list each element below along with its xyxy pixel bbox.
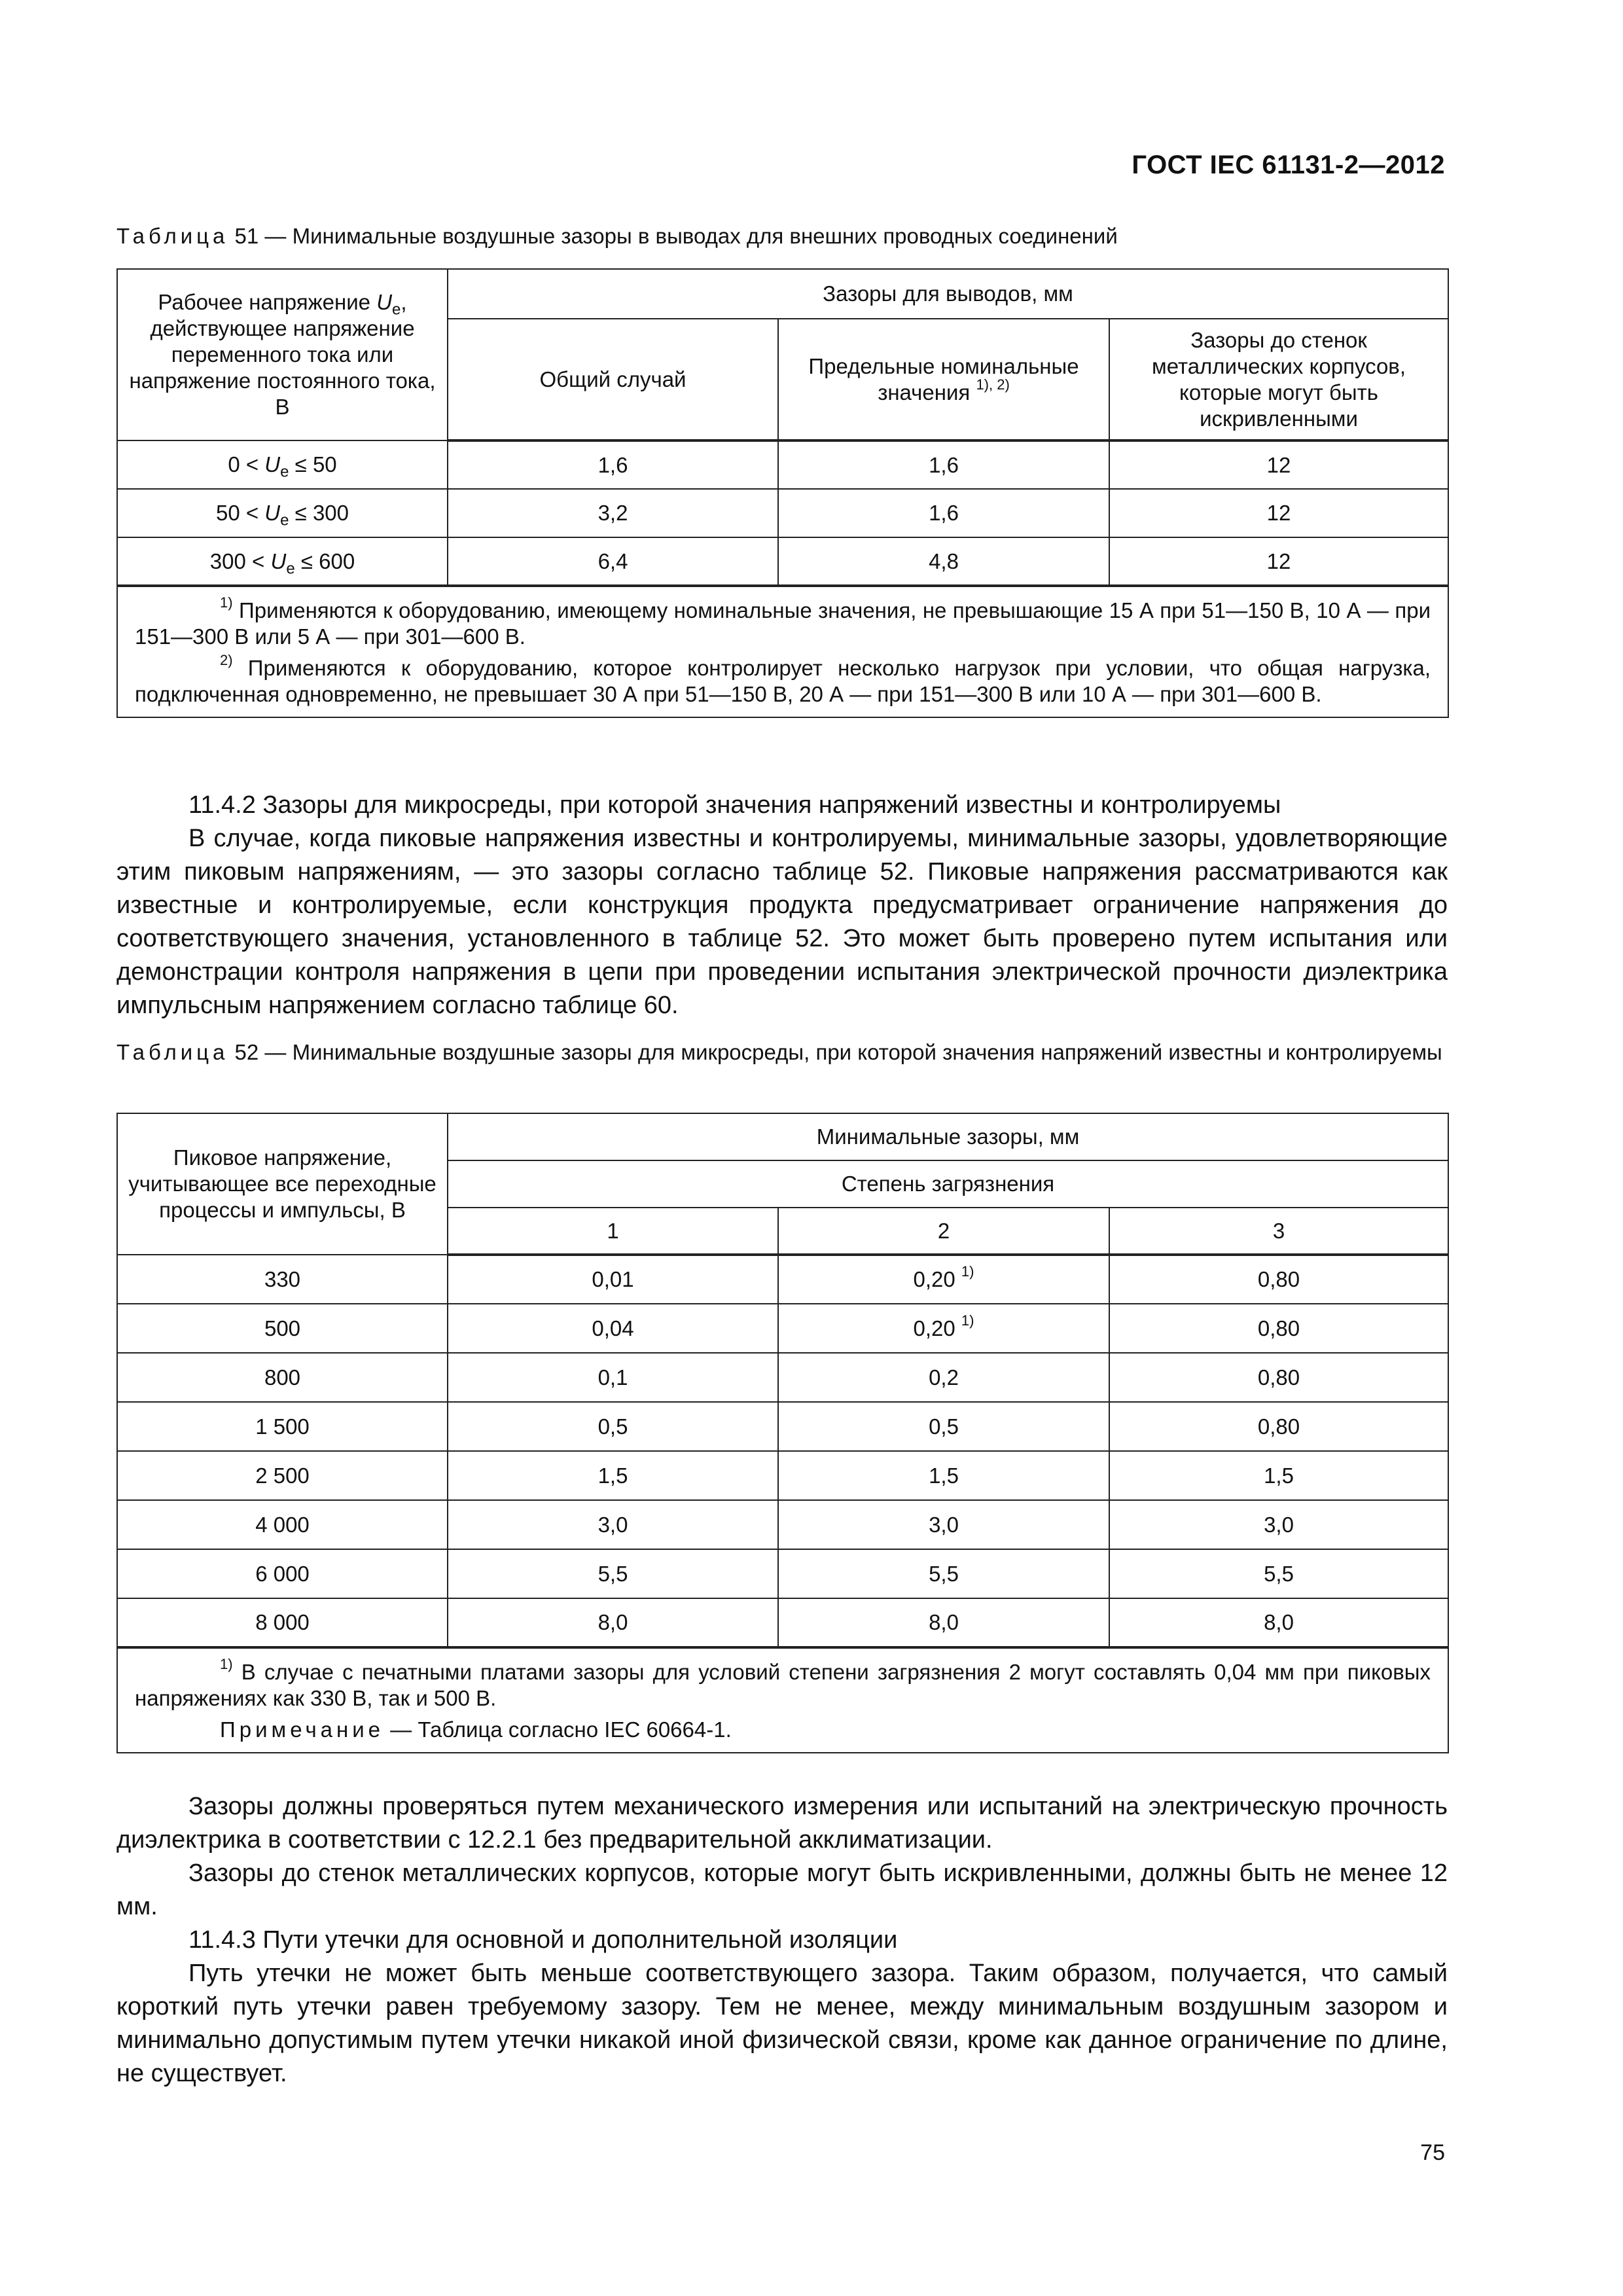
table-51 [116,268,1449,718]
table-cell: 2 500 [117,1451,448,1500]
table-cell: 12 [1109,489,1448,537]
table52-subgroup-header: Степень загрязнения [448,1160,1448,1208]
table51-col-limit: Предельные номинальные значения $^{1), 2)}$ [778,319,1109,440]
table51-footnote-2: $^{2)}$ Применяются к оборудованию, которое контролирует несколько нагрузок при условии, что общая нагрузка, подключенная одновременно, не превышает 30 А при 51—150 В, 20 А — при 151—300 В или 10 А — при 301—600 В. [135,652,1431,706]
table-row [117,489,1448,537]
table-cell: 6 000 [117,1549,448,1598]
table-cell: 0,80 [1109,1353,1448,1402]
table51-voltage-cell: $0 < U_e \le 50$ [117,440,448,489]
table51-voltage-cell: $300 < U_e \le 600$ [117,537,448,586]
table51-caption-word: Таблица [116,224,229,248]
table-cell: 3,0 [778,1500,1109,1549]
table-cell: 5,5 [1109,1549,1448,1598]
table52-footnotes [117,1647,1448,1753]
table-cell: 1,5 [448,1451,778,1500]
after-table52-text [116,1790,1448,2090]
table52-footnote-1: $^{1)}$ В случае с печатными платами зазоры для условий степени загрязнения 2 могут составлять 0,04 мм при пиковых напряжениях как 330 В, так и 500 В. [135,1656,1431,1710]
table-cell: 0,01 [448,1255,778,1304]
table-row [117,1353,1448,1402]
table52-degree-3: 3 [1109,1208,1448,1255]
table52-caption [116,1037,1446,1067]
table-cell: 3,0 [1109,1500,1448,1549]
table-cell: 0,5 [448,1402,778,1451]
table-cell: 4,8 [778,537,1109,586]
table52-group-header: Минимальные зазоры, мм [448,1113,1448,1160]
paragraph: Зазоры должны проверяться путем механического измерения или испытаний на электрическую прочность диэлектрика в соответствии с 12.2.1 без предварительной акклиматизации. [116,1793,1448,1854]
table-cell: 0,80 [1109,1304,1448,1353]
table52-note: Примечание — Таблица согласно IEC 60664-1. [220,1717,732,1742]
table51-caption-text: 51 — Минимальные воздушные зазоры в выводах для внешних проводных соединений [228,224,1118,248]
table-cell: 8,0 [778,1598,1109,1647]
table-row [117,537,1448,586]
paragraph: Путь утечки не может быть меньше соответствующего зазора. Таким образом, получается, что самый короткий путь утечки равен требуемому зазору. Тем не менее, между минимальным воздушным зазором и минимально допустимым путем утечки никакой иной физической связи, кроме как данное ограничение по длине, не существует. [116,1960,1448,2087]
table-cell: 1,6 [448,440,778,489]
table-cell: 0,20 $^{1)}$ [778,1304,1109,1353]
table-cell: 4 000 [117,1500,448,1549]
table-cell: 0,5 [778,1402,1109,1451]
paragraph: Зазоры до стенок металлических корпусов, которые могут быть искривленными, должны быть не менее 12 мм. [116,1859,1448,1920]
table51-col-walls: Зазоры до стенок металлических корпусов, которые могут быть искривленными [1109,319,1448,440]
table-cell: 1,6 [778,489,1109,537]
table-cell: 330 [117,1255,448,1304]
table52-col-peak-voltage: Пиковое напряжение, учитывающее все переходные процессы и импульсы, В [117,1113,448,1255]
table-row [117,1549,1448,1598]
table-cell: 1 500 [117,1402,448,1451]
table-cell: 0,04 [448,1304,778,1353]
table51-group-header: Зазоры для выводов, мм [448,269,1448,319]
section-heading: 11.4.2 Зазоры для микросреды, при которой значения напряжений известны и контролируемы [188,791,1281,819]
table-row [117,1304,1448,1353]
table-cell: 12 [1109,440,1448,489]
table-cell: 1,5 [1109,1451,1448,1500]
table-cell: 3,0 [448,1500,778,1549]
document-header: ГОСТ IEC 61131-2—2012 [1132,151,1445,179]
table51-col-voltage: Рабочее напряжение $U_e$, действующее напряжение переменного тока или напряжение постоянного тока, В [117,269,448,440]
section-11-4-2 [116,789,1448,1022]
table-row [117,1500,1448,1549]
table-cell: 1,5 [778,1451,1109,1500]
table52-caption-word: Таблица [116,1040,229,1064]
table51-voltage-cell: $50 < U_e \le 300$ [117,489,448,537]
table-row [117,1255,1448,1304]
table-row [117,1598,1448,1647]
table52-degree-1: 1 [448,1208,778,1255]
table-cell: 1,6 [778,440,1109,489]
table-cell: 0,20 $^{1)}$ [778,1255,1109,1304]
table-cell: 6,4 [448,537,778,586]
table-cell: 0,2 [778,1353,1109,1402]
table-cell: 5,5 [448,1549,778,1598]
table-cell: 500 [117,1304,448,1353]
paragraph: В случае, когда пиковые напряжения известны и контролируемы, минимальные зазоры, удовлетворяющие этим пиковым напряжениям, — это зазоры согласно таблице 52. Пиковые напряжения рассматриваются как известные и контролируемые, если конструкция продукта предусматривает ограничение напряжения до соответствующего значения, установленного в таблице 52. Это может быть проверено путем испытания или демонстрации контроля напряжения в цепи при проведении испытания электрической прочности диэлектрика импульсным напряжением согласно таблице 60. [116,825,1448,1019]
table-cell: 12 [1109,537,1448,586]
table52-caption-text: 52 — Минимальные воздушные зазоры для микросреды, при которой значения напряжений известны и контролируемы [228,1040,1442,1064]
table-cell: 8,0 [448,1598,778,1647]
table-cell: 8,0 [1109,1598,1448,1647]
table-row [117,1451,1448,1500]
table-row [117,440,1448,489]
table-cell: 800 [117,1353,448,1402]
table-cell: 0,1 [448,1353,778,1402]
table-row [117,1402,1448,1451]
table-cell: 5,5 [778,1549,1109,1598]
table51-caption [116,221,1446,251]
table52-degree-2: 2 [778,1208,1109,1255]
page-number: 75 [1420,2140,1445,2165]
table-cell: 3,2 [448,489,778,537]
table51-footnotes [117,586,1448,717]
section-heading: 11.4.3 Пути утечки для основной и дополнительной изоляции [188,1926,898,1954]
table-52 [116,1113,1449,1753]
table-cell: 0,80 [1109,1402,1448,1451]
table-cell: 8 000 [117,1598,448,1647]
table-cell: 0,80 [1109,1255,1448,1304]
table51-footnote-1: $^{1)}$ Применяются к оборудованию, имеющему номинальные значения, не превышающие 15 А при 51—150 В, 10 А — при 151—300 В или 5 А — при 301—600 В. [135,594,1431,649]
table51-col-general: Общий случай [448,319,778,440]
